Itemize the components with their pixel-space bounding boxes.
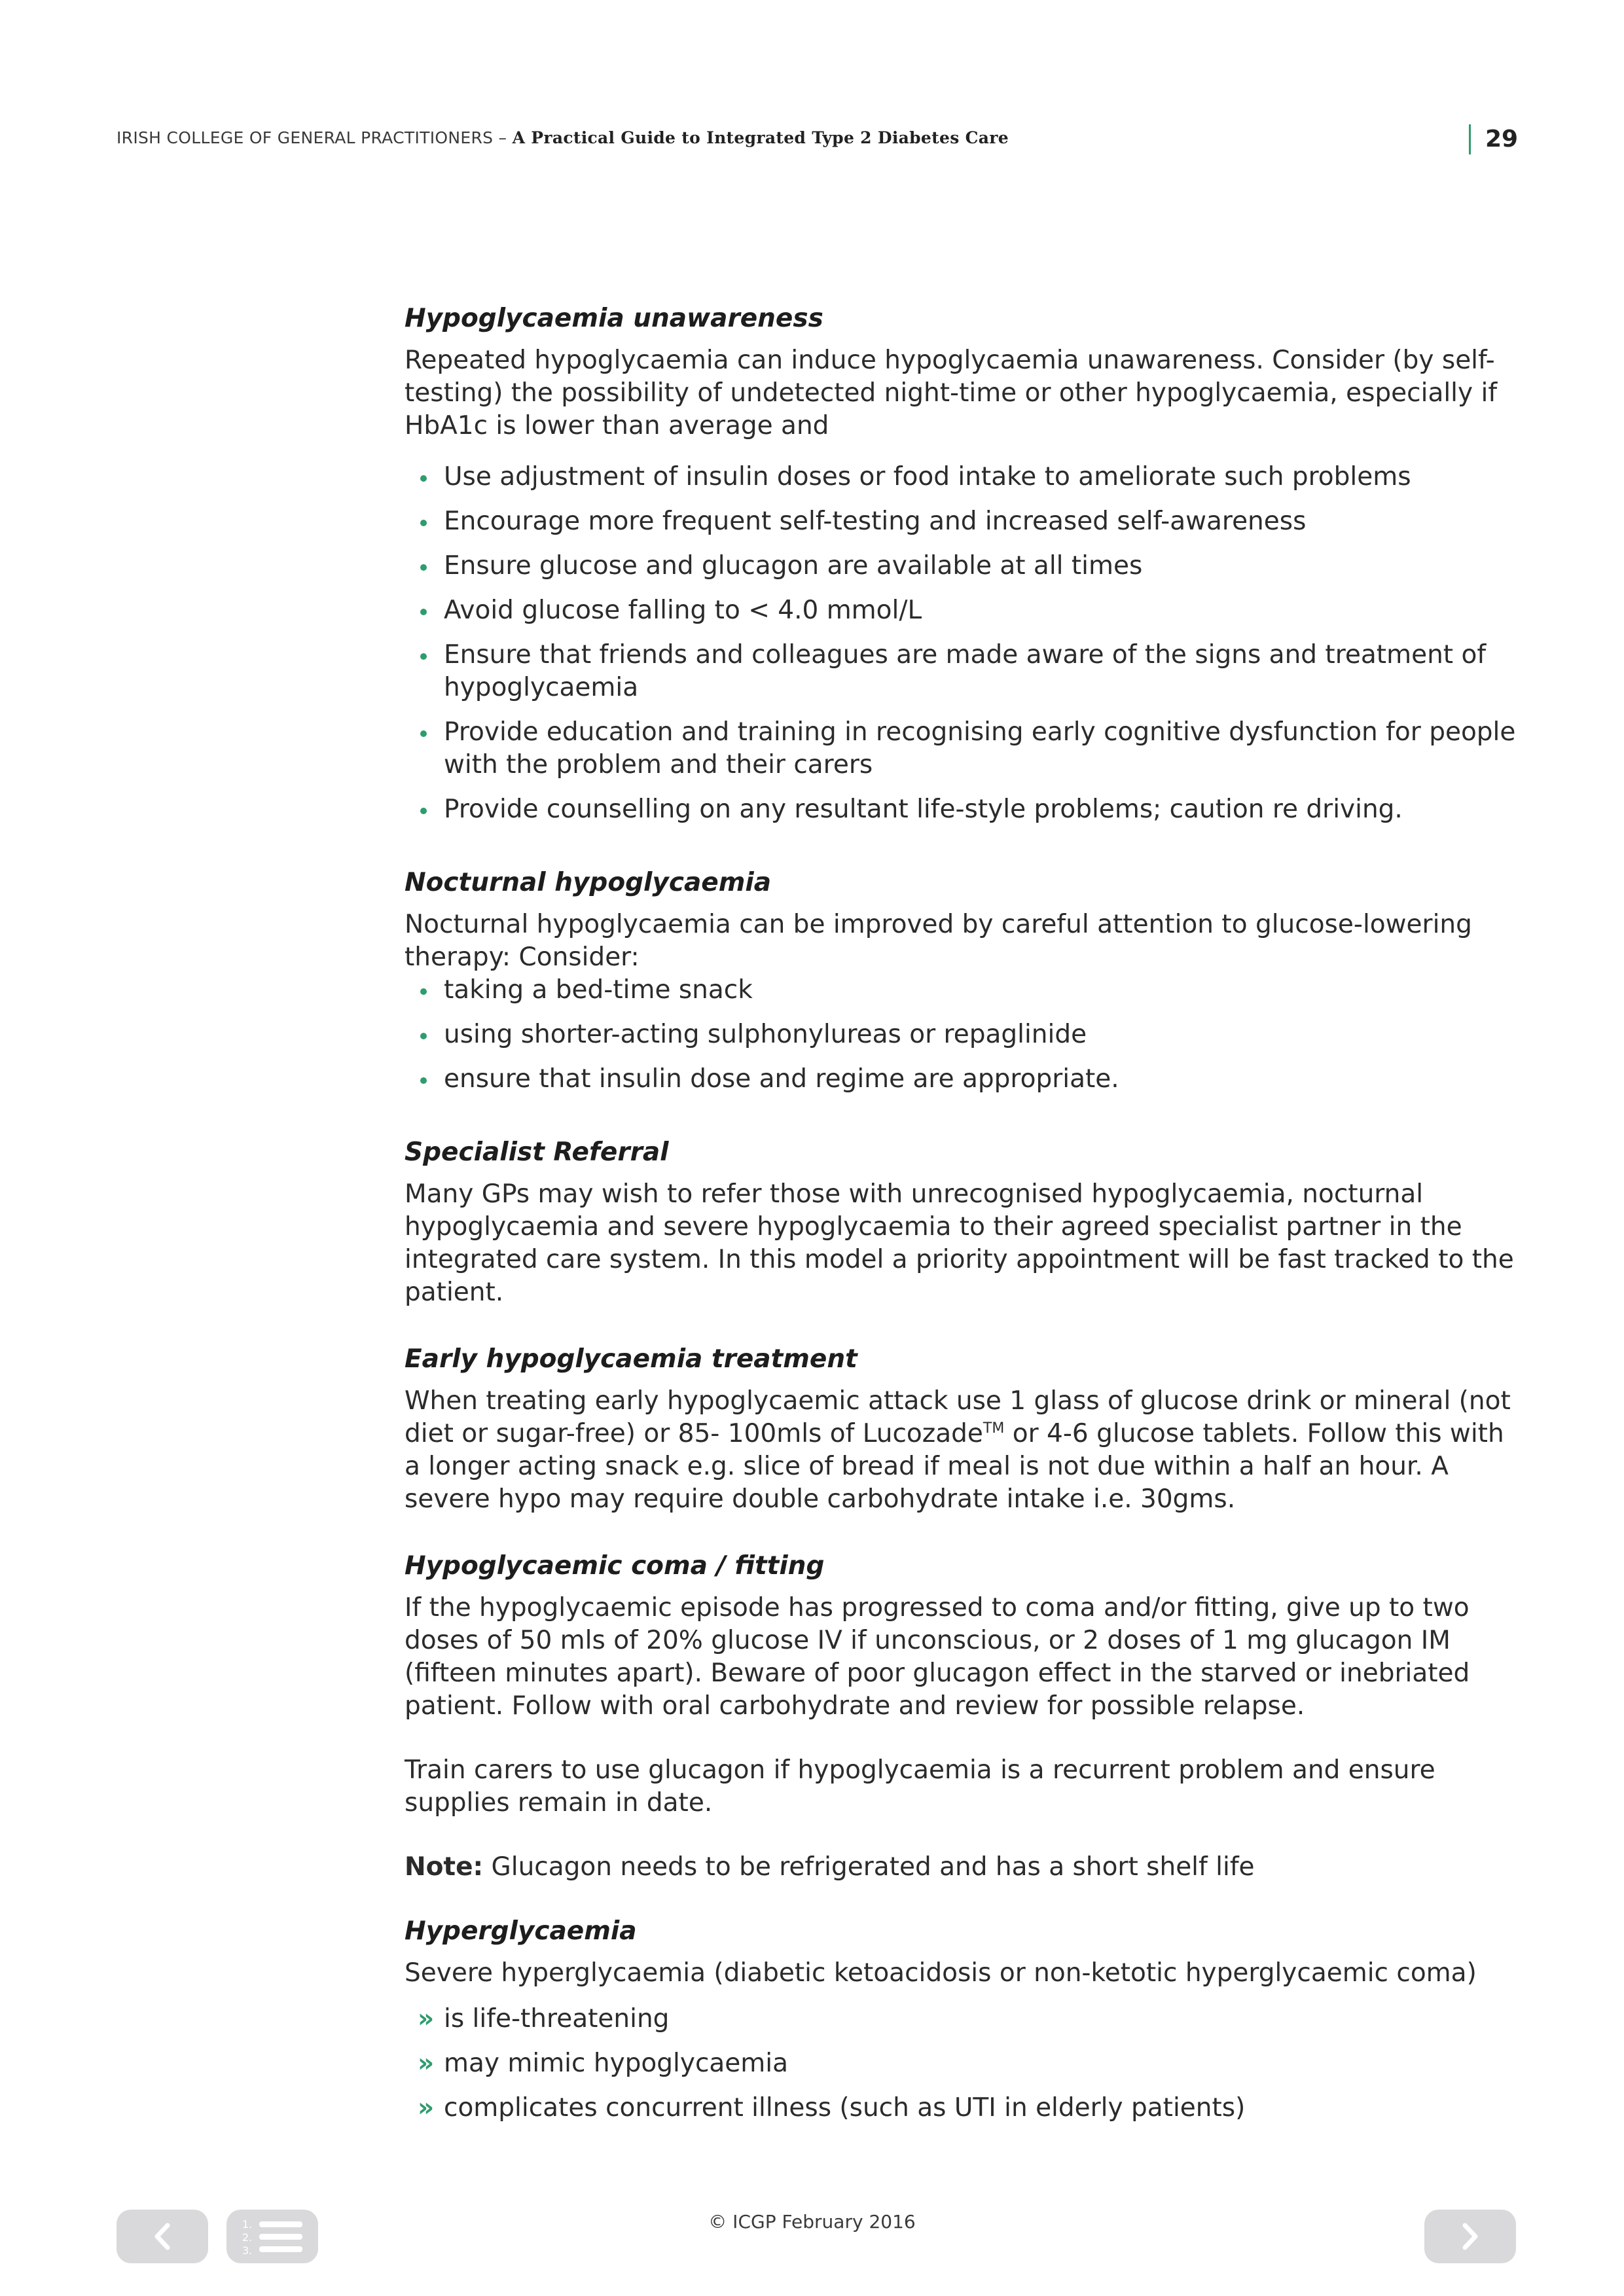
list-item: ensure that insulin dose and regime are appropriate. — [405, 1063, 1517, 1096]
section-heading: Hypoglycaemia unawareness — [405, 304, 823, 333]
list-item: Avoid glucose falling to < 4.0 mmol/L — [405, 594, 1517, 627]
section-hypoglycaemic-coma — [405, 1550, 1517, 1884]
note-label: Note: — [405, 1852, 484, 1882]
note-text: Glucagon needs to be refrigerated and has a short shelf life — [483, 1852, 1255, 1882]
list-item — [405, 2047, 1517, 2080]
section-body: Train carers to use glucagon if hypoglycaemia is a recurrent problem and ensure supplies remain in date. — [405, 1755, 1435, 1818]
section-body: If the hypoglycaemic episode has progressed to coma and/or fitting, give up to two doses of 50 mls of 20% glucose IV if unconscious, or 2 doses of 1 mg glucagon IM (fifteen minutes apart). Beware of poor glucagon effect in the starved or inebriated patient. Follow with oral carbohydrate and review for possible relapse. — [405, 1593, 1470, 1721]
list-number: 1. — [242, 2218, 253, 2231]
section-body — [405, 1385, 1517, 1516]
list-item: Encourage more frequent self-testing and increased self-awareness — [405, 505, 1517, 538]
chevron-list — [405, 2003, 1517, 2125]
list-item: Use adjustment of insulin doses or food intake to ameliorate such problems — [405, 461, 1517, 493]
chevron-bullet: » — [418, 2049, 435, 2078]
section-body: Severe hyperglycaemia (diabetic ketoacidosis or non-ketotic hyperglycaemic coma) — [405, 1958, 1477, 1988]
section-body: Nocturnal hypoglycaemia can be improved by careful attention to glucose-lowering therapy: Consider: — [405, 910, 1472, 972]
list-item: Ensure that friends and colleagues are made aware of the signs and treatment of hypoglycaemia — [405, 639, 1517, 704]
section-early-treatment — [405, 1343, 1517, 1516]
page-content — [405, 302, 1517, 2165]
section-heading: Nocturnal hypoglycaemia — [405, 868, 772, 897]
section-body: Repeated hypoglycaemia can induce hypoglycaemia unawareness. Consider (by self-testing) the possibility of undetected night-time or other hypoglycaemia, especially if HbA1c is lower than average and — [405, 346, 1498, 440]
running-header — [117, 128, 1517, 157]
list-item-text: may mimic hypoglycaemia — [444, 2049, 789, 2078]
header-organisation: IRISH COLLEGE OF GENERAL PRACTITIONERS – — [117, 128, 513, 147]
header-guide-title: A Practical Guide to Integrated Type 2 Diabetes Care — [512, 128, 1009, 147]
section-hyperglycaemia — [405, 1915, 1517, 2125]
list-item: taking a bed-time snack — [405, 974, 1517, 1007]
next-page-button[interactable] — [1424, 2210, 1516, 2263]
list-number: 3. — [242, 2244, 253, 2257]
section-specialist-referral — [405, 1136, 1517, 1309]
chevron-bullet: » — [418, 2004, 435, 2034]
list-item — [405, 2003, 1517, 2036]
section-heading: Hyperglycaemia — [405, 1916, 637, 1946]
chevron-right-icon — [1457, 2221, 1483, 2251]
note-paragraph — [405, 1851, 1517, 1884]
section-heading: Early hypoglycaemia treatment — [405, 1344, 857, 1374]
body-text-part: or 4-6 glucose tablets. Follow this with a longer acting snack e.g. slice of bread if meal is not due within a half an hour. A severe hypo may require double carbohydrate intake i.e. 30gms. — [405, 1419, 1504, 1514]
list-item-text: complicates concurrent illness (such as UTI in elderly patients) — [444, 2093, 1246, 2123]
list-item: using shorter-acting sulphonylureas or repaglinide — [405, 1018, 1517, 1051]
chevron-left-icon — [149, 2221, 175, 2251]
list-item: Ensure glucose and glucagon are available at all times — [405, 550, 1517, 583]
section-heading: Hypoglycaemic coma / fitting — [405, 1551, 825, 1581]
trademark-mark: TM — [983, 1420, 1005, 1437]
previous-page-button[interactable] — [117, 2210, 208, 2263]
list-item — [405, 2092, 1517, 2125]
section-nocturnal-hypoglycaemia — [405, 867, 1517, 1096]
numbered-list-icon — [233, 2214, 312, 2259]
section-hypoglycaemia-unawareness — [405, 302, 1517, 826]
list-item: Provide education and training in recognising early cognitive dysfunction for people with the problem and their carers — [405, 716, 1517, 781]
page-number: 29 — [1469, 124, 1518, 154]
section-body: Many GPs may wish to refer those with unrecognised hypoglycaemia, nocturnal hypoglycaemia and severe hypoglycaemia to their agreed specialist partner in the integrated care system. In this model a priority appointment will be fast tracked to the patient. — [405, 1179, 1514, 1307]
section-heading: Specialist Referral — [405, 1138, 669, 1167]
body-text-part: When treating early hypoglycaemic attack use 1 glass of glucose drink or mineral (not diet or sugar-free) or 85- 100mls of Lucozade — [405, 1386, 1511, 1448]
footer-copyright: © ICGP February 2016 — [708, 2211, 916, 2233]
list-item-text: is life-threatening — [444, 2004, 670, 2034]
contents-button[interactable] — [226, 2210, 318, 2263]
list-number: 2. — [242, 2231, 253, 2244]
bullet-list — [405, 974, 1517, 1096]
list-item: Provide counselling on any resultant life-style problems; caution re driving. — [405, 793, 1517, 826]
chevron-bullet: » — [418, 2093, 435, 2123]
bullet-list — [405, 461, 1517, 826]
